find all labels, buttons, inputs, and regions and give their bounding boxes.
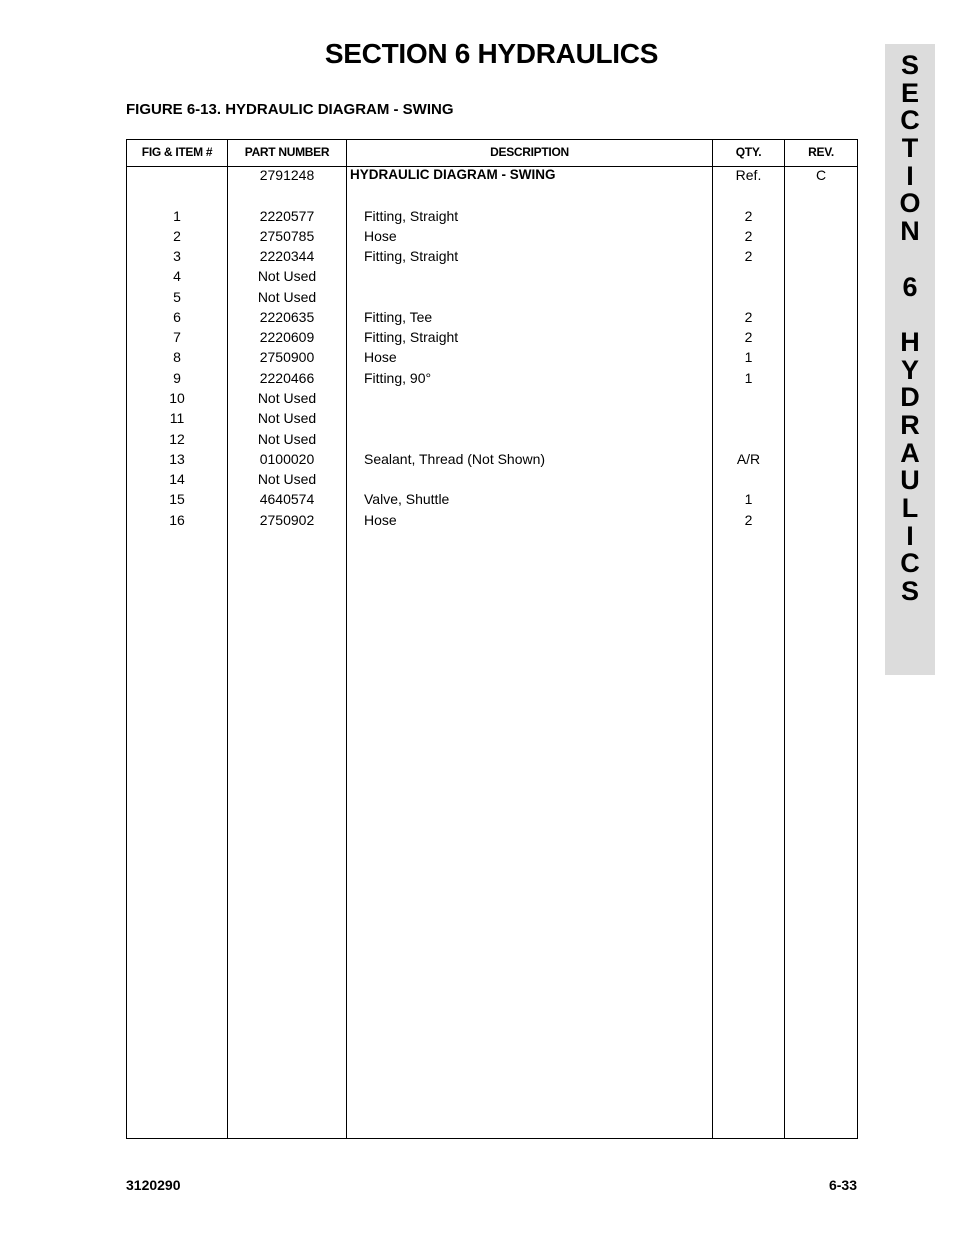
table-row bbox=[127, 449, 857, 469]
side-tab-letter: N bbox=[900, 216, 920, 247]
table-row bbox=[127, 347, 857, 367]
table-row bbox=[127, 510, 857, 530]
part-number-cell: Not Used bbox=[257, 410, 317, 426]
table-row bbox=[127, 489, 857, 509]
side-tab-letter: L bbox=[901, 493, 919, 523]
part-number-cell: Not Used bbox=[257, 289, 317, 305]
part-number-cell: 2220466 bbox=[259, 370, 315, 386]
description-cell: HYDRAULIC DIAGRAM - SWING bbox=[350, 167, 556, 182]
item-number-cell: 8 bbox=[173, 349, 181, 365]
part-number-cell: 2750785 bbox=[259, 228, 315, 244]
side-tab-letter: E bbox=[900, 77, 919, 108]
part-number-cell: 2220635 bbox=[259, 309, 315, 325]
side-tab-letter: C bbox=[900, 105, 920, 136]
item-number-cell: 2 bbox=[173, 228, 181, 244]
page-number: 6-33 bbox=[828, 1177, 857, 1193]
quantity-cell: 2 bbox=[744, 309, 753, 325]
description-cell: Hose bbox=[364, 349, 397, 365]
item-number-cell: 13 bbox=[169, 451, 185, 467]
part-number-cell: 4640574 bbox=[259, 491, 315, 507]
item-number-cell: 3 bbox=[173, 248, 181, 264]
table-row bbox=[127, 327, 857, 347]
table-row bbox=[127, 469, 857, 489]
column-header-item: FIG & ITEM # bbox=[141, 145, 213, 159]
side-tab-letter: 6 bbox=[902, 271, 918, 302]
table-row bbox=[127, 408, 857, 428]
table-row bbox=[127, 388, 857, 408]
description-cell: Fitting, Straight bbox=[364, 329, 459, 345]
side-tab-letter: C bbox=[900, 548, 920, 579]
figure-title: FIGURE 6-13. HYDRAULIC DIAGRAM - SWING bbox=[126, 101, 454, 118]
parts-table bbox=[126, 139, 858, 1139]
item-number-cell: 11 bbox=[169, 410, 185, 426]
table-row bbox=[127, 307, 857, 327]
table-row bbox=[127, 165, 857, 185]
table-row bbox=[127, 206, 857, 226]
side-tab-letter: H bbox=[900, 326, 920, 357]
table-row bbox=[127, 368, 857, 388]
item-number-cell: 14 bbox=[169, 471, 185, 487]
side-tab-letter: I bbox=[906, 520, 914, 551]
column-header-part-number: PART NUMBER bbox=[244, 145, 330, 159]
section-title: SECTION 6 HYDRAULICS bbox=[324, 38, 659, 69]
column-header-description: DESCRIPTION bbox=[490, 145, 569, 159]
quantity-cell: 2 bbox=[744, 512, 753, 528]
item-number-cell: 5 bbox=[173, 289, 181, 305]
table-row bbox=[127, 287, 857, 307]
side-tab-letter: S bbox=[900, 50, 919, 80]
side-tab-letter: A bbox=[900, 437, 920, 468]
side-tab-letter: D bbox=[900, 382, 920, 413]
table-row bbox=[127, 429, 857, 449]
side-tab-letter: S bbox=[900, 576, 919, 607]
quantity-cell: 2 bbox=[744, 329, 753, 345]
part-number-cell: Not Used bbox=[257, 471, 317, 487]
column-header-qty: QTY. bbox=[735, 145, 762, 159]
quantity-cell: 2 bbox=[744, 248, 753, 264]
table-row bbox=[127, 246, 857, 266]
quantity-cell: Ref. bbox=[735, 167, 762, 183]
part-number-cell: 2750900 bbox=[259, 349, 315, 365]
quantity-cell: 1 bbox=[744, 491, 753, 507]
section-side-tab bbox=[885, 44, 935, 675]
item-number-cell: 16 bbox=[169, 512, 185, 528]
description-cell: Hose bbox=[364, 228, 397, 244]
part-number-cell: 2220577 bbox=[259, 208, 315, 224]
description-cell: Fitting, Tee bbox=[364, 309, 433, 325]
quantity-cell: 1 bbox=[744, 349, 753, 365]
item-number-cell: 4 bbox=[173, 268, 181, 284]
quantity-cell: 1 bbox=[744, 370, 753, 386]
item-number-cell: 1 bbox=[173, 208, 181, 224]
item-number-cell: 10 bbox=[169, 390, 185, 406]
side-tab-letter: I bbox=[906, 160, 914, 191]
description-cell: Fitting, Straight bbox=[364, 248, 459, 264]
side-tab-letter: O bbox=[899, 188, 921, 219]
item-number-cell: 9 bbox=[173, 370, 181, 386]
quantity-cell: A/R bbox=[736, 451, 761, 467]
side-tab-letter: T bbox=[901, 133, 919, 164]
description-cell: Fitting, 90° bbox=[364, 370, 432, 386]
description-cell: Fitting, Straight bbox=[364, 208, 459, 224]
revision-cell: C bbox=[815, 167, 827, 183]
table-row bbox=[127, 266, 857, 286]
part-number-cell: 0100020 bbox=[259, 451, 315, 467]
description-cell: Valve, Shuttle bbox=[364, 491, 450, 507]
item-number-cell: 7 bbox=[173, 329, 181, 345]
item-number-cell: 15 bbox=[169, 491, 185, 507]
part-number-cell: 2750902 bbox=[259, 512, 315, 528]
description-cell: Hose bbox=[364, 512, 397, 528]
quantity-cell: 2 bbox=[744, 208, 753, 224]
part-number-cell: 2220609 bbox=[259, 329, 315, 345]
item-number-cell: 12 bbox=[169, 431, 185, 447]
part-number-cell: Not Used bbox=[257, 390, 317, 406]
part-number-cell: 2791248 bbox=[259, 167, 315, 183]
part-number-cell: Not Used bbox=[257, 431, 317, 447]
document-number: 3120290 bbox=[126, 1177, 181, 1193]
quantity-cell: 2 bbox=[744, 228, 753, 244]
description-cell: Sealant, Thread (Not Shown) bbox=[364, 451, 546, 467]
side-tab-letter: Y bbox=[900, 354, 919, 385]
part-number-cell: 2220344 bbox=[259, 248, 315, 264]
side-tab-letter: R bbox=[900, 409, 920, 440]
table-row bbox=[127, 226, 857, 246]
column-header-rev: REV. bbox=[808, 145, 834, 159]
part-number-cell: Not Used bbox=[257, 268, 317, 284]
item-number-cell: 6 bbox=[173, 309, 181, 325]
side-tab-letter: U bbox=[900, 465, 920, 496]
